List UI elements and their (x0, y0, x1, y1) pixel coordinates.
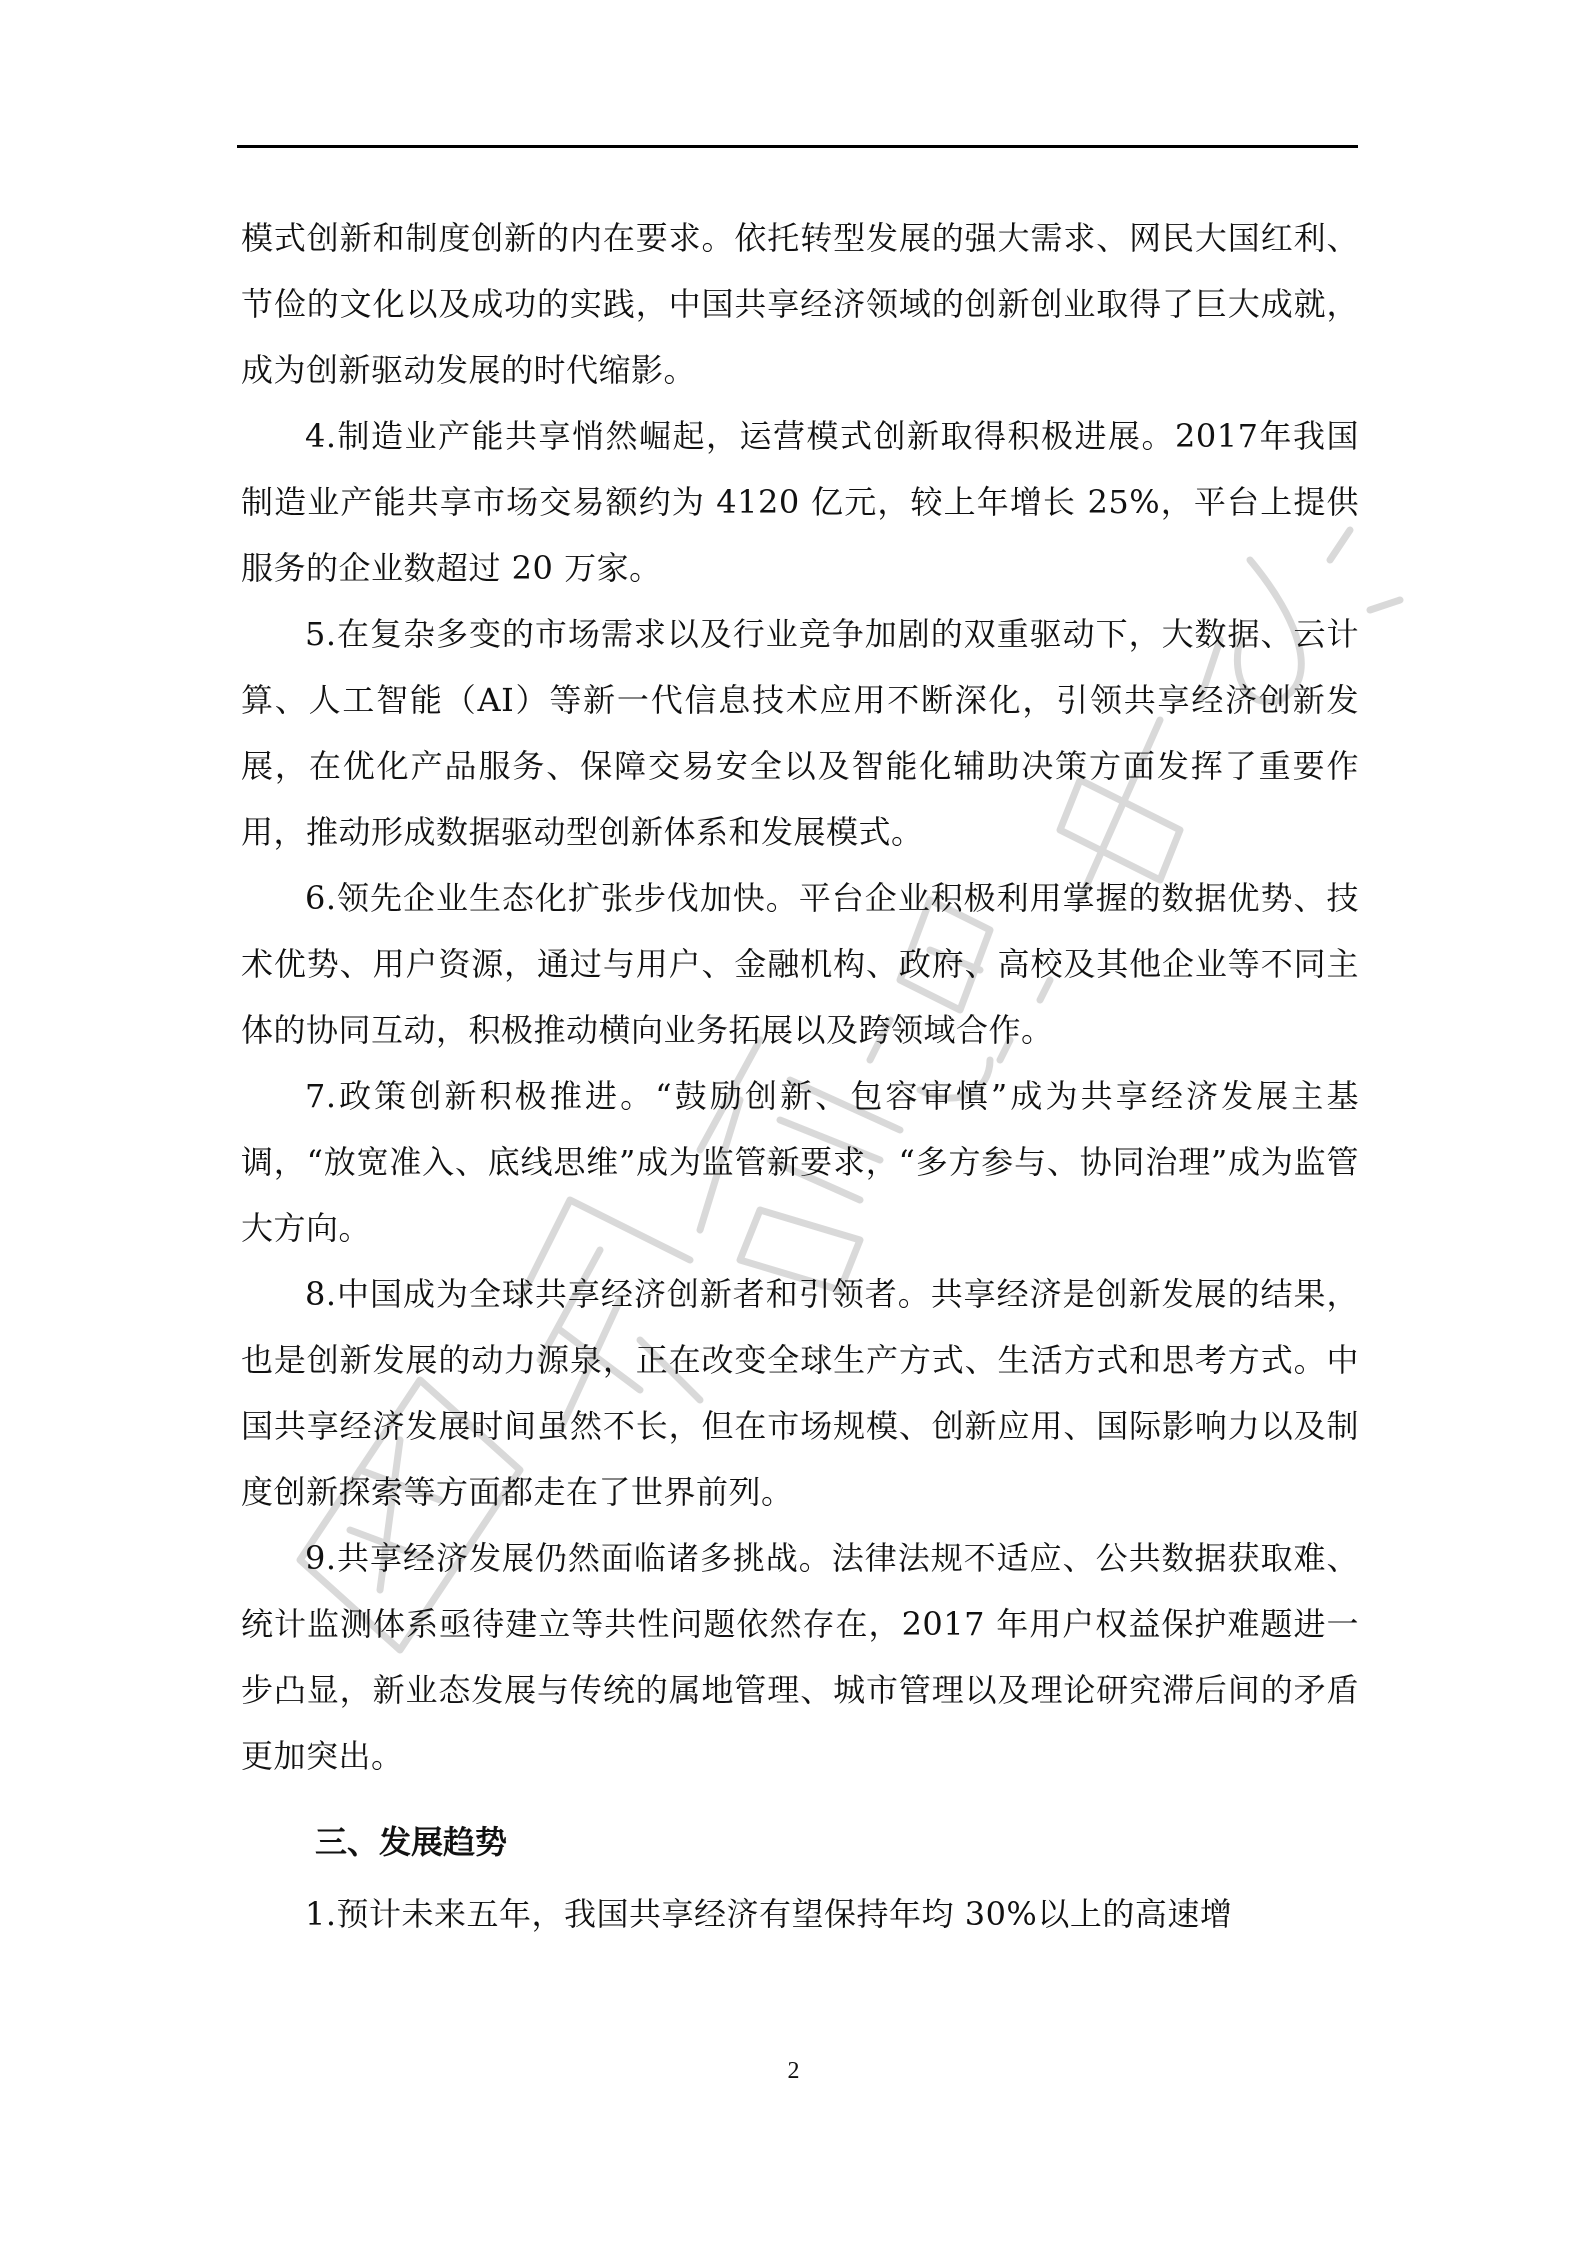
document-body (241, 205, 1359, 1947)
paragraph-item-8: 8.中国成为全球共享经济创新者和引领者。共享经济是创新发展的结果，也是创新发展的动力源泉，正在改变全球生产方式、生活方式和思考方式。中国共享经济发展时间虽然不长，但在市场规模、创新应用、国际影响力以及制度创新探索等方面都走在了世界前列。 (241, 1275, 1359, 1511)
paragraph-item-9: 9.共享经济发展仍然面临诸多挑战。法律法规不适应、公共数据获取难、统计监测体系亟待建立等共性问题依然存在，2017 年用户权益保护难题进一步凸显，新业态发展与传统的属地管理、城市管理以及理论研究滞后间的矛盾更加突出。 (241, 1539, 1359, 1775)
trend-paragraph-1: 1.预计未来五年，我国共享经济有望保持年均 30%以上的高速增 (305, 1895, 1233, 1933)
section-heading: 三、发展趋势 (315, 1823, 508, 1861)
paragraph-item-6: 6.领先企业生态化扩张步伐加快。平台企业积极利用掌握的数据优势、技术优势、用户资源，通过与用户、金融机构、政府、高校及其他企业等不同主体的协同互动，积极推动横向业务拓展以及跨领域合作。 (241, 879, 1359, 1049)
header-rule (237, 145, 1358, 148)
page-number: 2 (787, 2058, 800, 2084)
paragraph-item-7: 7.政策创新积极推进。“鼓励创新、包容审慎”成为共享经济发展主基调，“放宽准入、底线思维”成为监管新要求，“多方参与、协同治理”成为监管大方向。 (241, 1077, 1359, 1247)
paragraph-item-5: 5.在复杂多变的市场需求以及行业竞争加剧的双重驱动下，大数据、云计算、人工智能（AI）等新一代信息技术应用不断深化，引领共享经济创新发展，在优化产品服务、保障交易安全以及智能化辅助决策方面发挥了重要作用，推动形成数据驱动型创新体系和发展模式。 (241, 615, 1359, 851)
paragraph-item-4: 4.制造业产能共享悄然崛起，运营模式创新取得积极进展。2017年我国制造业产能共享市场交易额约为 4120 亿元，较上年增长 25%，平台上提供服务的企业数超过 20 万家。 (241, 417, 1359, 587)
paragraph-continued: 模式创新和制度创新的内在要求。依托转型发展的强大需求、网民大国红利、节俭的文化以及成功的实践，中国共享经济领域的创新创业取得了巨大成就，成为创新驱动发展的时代缩影。 (241, 219, 1359, 389)
